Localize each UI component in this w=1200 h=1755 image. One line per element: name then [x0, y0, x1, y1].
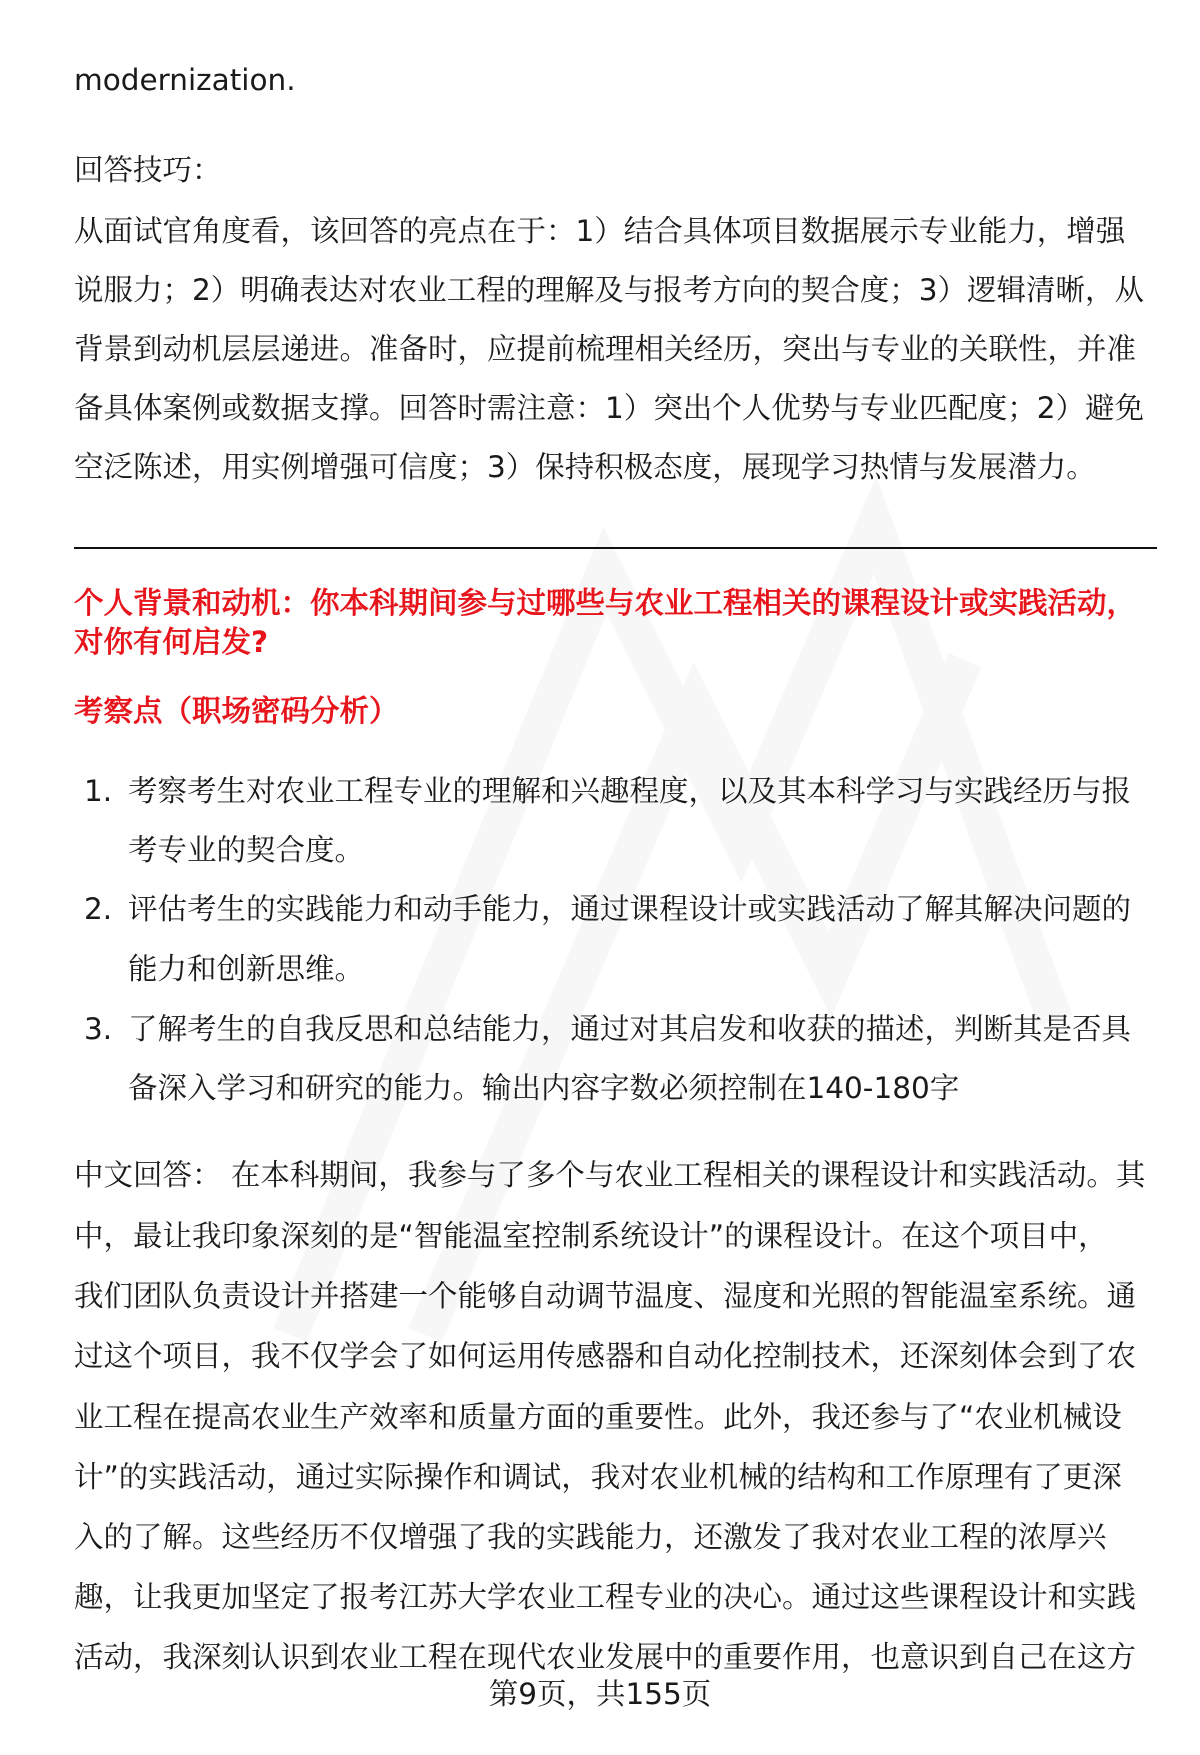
- answer-line: 活动，我深刻认识到农业工程在现代农业发展中的重要作用，也意识到自己在这方: [74, 1640, 1137, 1674]
- tips-line: 说服力；2）明确表达对农业工程的理解及与报考方向的契合度；3）逻辑清晰，从: [74, 273, 1145, 307]
- answer-line: 计”的实践活动，通过实际操作和调试，我对农业机械的结构和工作原理有了更深: [74, 1460, 1122, 1494]
- previous-answer-tail: modernization.: [74, 63, 296, 97]
- answer-line: 中文回答： 在本科期间，我参与了多个与农业工程相关的课程设计和实践活动。其: [74, 1158, 1146, 1192]
- answer-line: 中，最让我印象深刻的是“智能温室控制系统设计”的课程设计。在这个项目中，: [74, 1219, 1108, 1253]
- answer-line: 我们团队负责设计并搭建一个能够自动调节温度、湿度和光照的智能温室系统。通: [74, 1279, 1137, 1313]
- question-title: 对你有何启发?: [74, 625, 269, 659]
- tips-label: 回答技巧：: [74, 153, 222, 187]
- list-item: 了解考生的自我反思和总结能力，通过对其启发和收获的描述，判断其是否具: [128, 1012, 1132, 1046]
- list-item: 考专业的契合度。: [128, 833, 365, 867]
- page-number: 第9页，共155页: [488, 1677, 712, 1711]
- answer-line: 业工程在提高农业生产效率和质量方面的重要性。此外，我还参与了“农业机械设: [74, 1400, 1122, 1434]
- list-item: 评估考生的实践能力和动手能力，通过课程设计或实践活动了解其解决问题的: [128, 892, 1132, 926]
- question-title: 个人背景和动机：你本科期间参与过哪些与农业工程相关的课程设计或实践活动，: [74, 586, 1137, 620]
- list-number: 2.: [84, 892, 113, 926]
- list-item: 能力和创新思维。: [128, 952, 365, 986]
- tips-line: 备具体案例或数据支撑。回答时需注意：1）突出个人优势与专业匹配度；2）避免: [74, 391, 1145, 425]
- answer-line: 过这个项目，我不仅学会了如何运用传感器和自动化控制技术，还深刻体会到了农: [74, 1339, 1137, 1373]
- answer-line: 趣，让我更加坚定了报考江苏大学农业工程专业的决心。通过这些课程设计和实践: [74, 1580, 1137, 1614]
- tips-line: 背景到动机层层递进。准备时，应提前梳理相关经历，突出与专业的关联性，并准: [74, 332, 1137, 366]
- answer-line: 入的了解。这些经历不仅增强了我的实践能力，还激发了我对农业工程的浓厚兴: [74, 1520, 1107, 1554]
- list-item: 考察考生对农业工程专业的理解和兴趣程度，以及其本科学习与实践经历与报: [128, 774, 1132, 808]
- list-number: 1.: [84, 774, 113, 808]
- analysis-heading: 考察点（职场密码分析）: [74, 694, 399, 728]
- tips-line: 空泛陈述，用实例增强可信度；3）保持积极态度，展现学习热情与发展潜力。: [74, 450, 1096, 484]
- tips-line: 从面试官角度看，该回答的亮点在于：1）结合具体项目数据展示专业能力，增强: [74, 214, 1126, 248]
- section-divider: [74, 547, 1157, 549]
- list-item: 备深入学习和研究的能力。输出内容字数必须控制在140-180字: [128, 1071, 960, 1105]
- list-number: 3.: [84, 1012, 113, 1046]
